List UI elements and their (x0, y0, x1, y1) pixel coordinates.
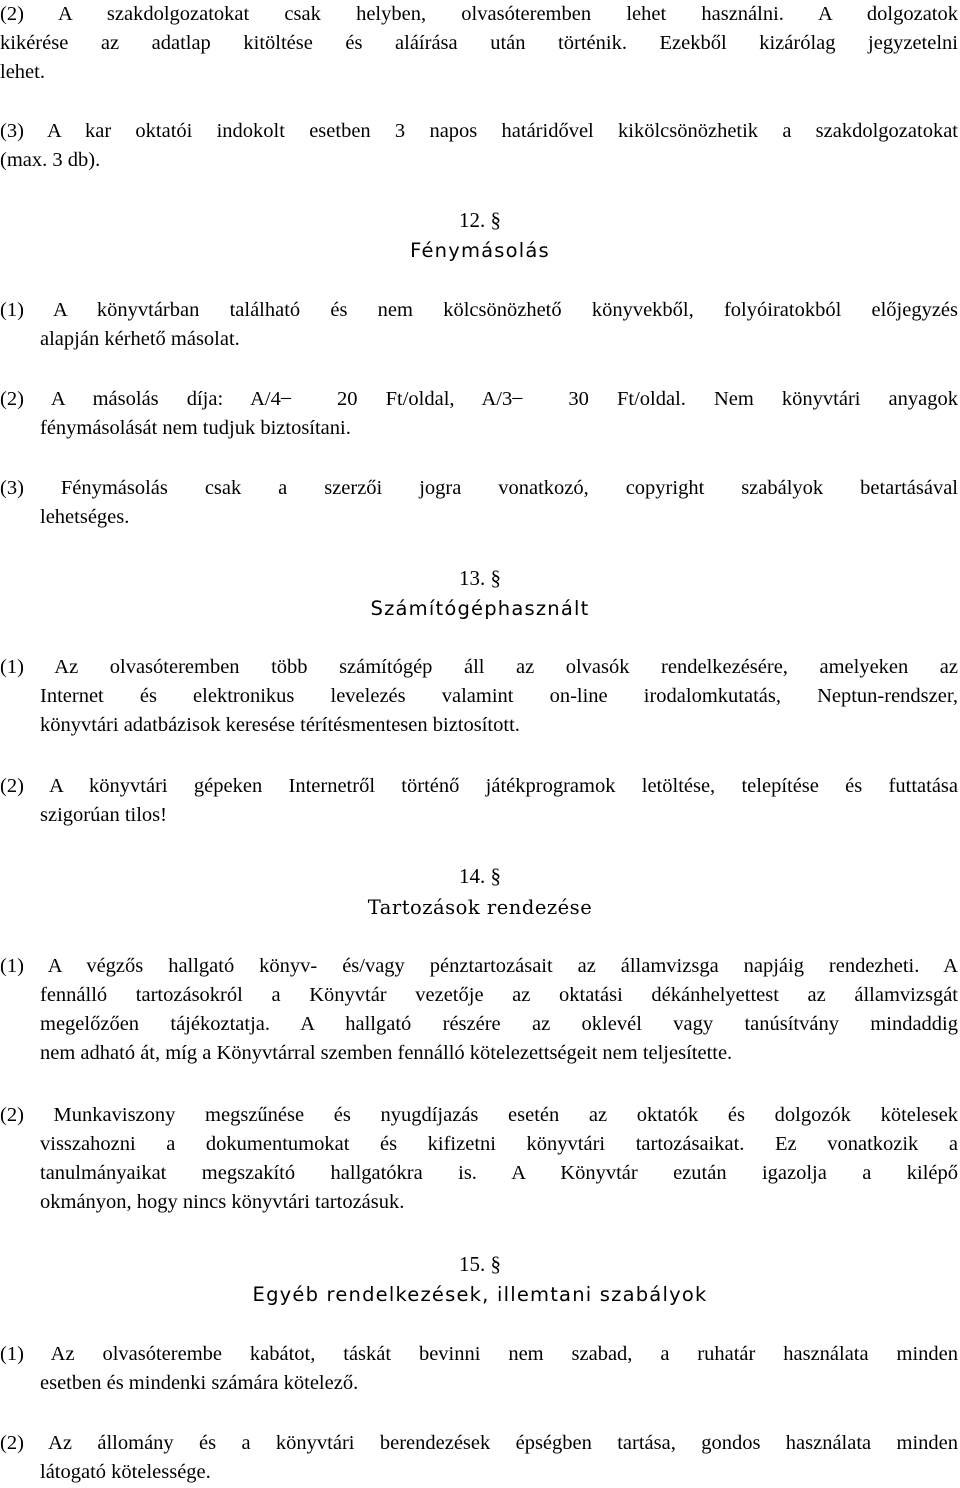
text-line: (1) A könyvtárban található és nem kölcsönözhető könyvekből, folyóiratokból előjegyzés (0, 299, 958, 321)
text-line: fennálló tartozásokról a Könyvtár vezetője az oktatási dékánhelyettest az államvizsgát (40, 984, 958, 1006)
paragraph-szakdolgozat-3 (0, 117, 958, 175)
text-line: esetben és mindenki számára kötelező. (40, 1372, 359, 1394)
section-title-fenymasolas: Fénymásolás (410, 239, 550, 262)
text-line: tanulmányaikat megszakító hallgatókra is. A Könyvtár ezután igazolja a kilépő (40, 1162, 958, 1184)
text-line: (1) Az olvasóterembe kabátot, táskát bevinni nem szabad, a ruhatár használata minden (0, 1343, 958, 1365)
paragraph-szamitogep-1 (0, 653, 958, 740)
section-number-12: 12. § (459, 208, 501, 232)
paragraph-egyeb-1 (0, 1340, 958, 1398)
section-title-szamitogephasznalat: Számítógéphasznált (370, 597, 590, 620)
text-line: nem adható át, míg a Könyvtárral szemben fennálló kötelezettségeit nem teljesítette. (40, 1042, 733, 1064)
text-line: (1) Az olvasóteremben több számítógép áll az olvasók rendelkezésére, amelyeken az (0, 656, 958, 678)
text-line: (2) Munkaviszony megszűnése és nyugdíjazás esetén az oktatók és dolgozók kötelesek (0, 1104, 958, 1126)
paragraph-tartozasok-2 (0, 1101, 958, 1217)
section-title-egyeb-rendelkezesek: Egyéb rendelkezések, illemtani szabályok (252, 1283, 708, 1306)
text-line: (2) A szakdolgozatokat csak helyben, olvasóteremben lehet használni. A dolgozatok (0, 3, 958, 25)
section-number-15: 15. § (459, 1252, 501, 1276)
text-line: megelőzően tájékoztatja. A hallgató részére az oklevél vagy tanúsítvány mindaddig (40, 1013, 958, 1035)
section-number-14: 14. § (459, 864, 501, 888)
paragraph-fenymasolas-3 (0, 474, 958, 532)
text-line: könyvtári adatbázisok keresése térítésmentesen biztosított. (40, 714, 520, 736)
text-line: (2) A másolás díja: A/4 ̶ 20 Ft/oldal, A/3 ̶ 30 Ft/oldal. Nem könyvtári anyagok (0, 388, 958, 410)
paragraph-tartozasok-1 (0, 952, 958, 1068)
text-line: szigorúan tilos! (40, 804, 167, 826)
text-line: Internet és elektronikus levelezés valamint on-line irodalomkutatás, Neptun-rendszer, (40, 685, 958, 707)
paragraph-szakdolgozat-2 (0, 0, 958, 87)
text-line: okmányon, hogy nincs könyvtári tartozásuk. (40, 1191, 405, 1213)
text-line: fénymásolását nem tudjuk biztosítani. (40, 417, 351, 439)
text-line: (max. 3 db). (0, 149, 101, 171)
text-line: látogató kötelessége. (40, 1461, 211, 1483)
text-line: (1) A végzős hallgató könyv- és/vagy pénztartozásait az államvizsga napjáig rendezheti. A (0, 955, 958, 977)
section-number-13: 13. § (459, 566, 501, 590)
section-title-tartozasok: Tartozások rendezése (367, 896, 593, 919)
text-line: (3) Fénymásolás csak a szerzői jogra vonatkozó, copyright szabályok betartásával (0, 477, 958, 499)
paragraph-egyeb-2 (0, 1429, 958, 1487)
text-line: kikérése az adatlap kitöltése és aláírása után történik. Ezekből kizárólag jegyzetelni (0, 32, 958, 54)
paragraph-fenymasolas-2 (0, 385, 958, 443)
text-line: visszahozni a dokumentumokat és kifizetni könyvtári tartozásaikat. Ez vonatkozik a (40, 1133, 958, 1155)
paragraph-fenymasolas-1 (0, 296, 958, 354)
text-line: (2) A könyvtári gépeken Internetről történő játékprogramok letöltése, telepítése és futtatása (0, 775, 958, 797)
text-line: lehet. (0, 61, 45, 83)
text-line: lehetséges. (40, 506, 130, 528)
text-line: alapján kérhető másolat. (40, 328, 240, 350)
paragraph-szamitogep-2 (0, 772, 958, 830)
text-line: (2) Az állomány és a könyvtári berendezések épségben tartása, gondos használata minden (0, 1432, 958, 1454)
text-line: (3) A kar oktatói indokolt esetben 3 napos határidővel kikölcsönözhetik a szakdolgozatokat (0, 120, 958, 142)
